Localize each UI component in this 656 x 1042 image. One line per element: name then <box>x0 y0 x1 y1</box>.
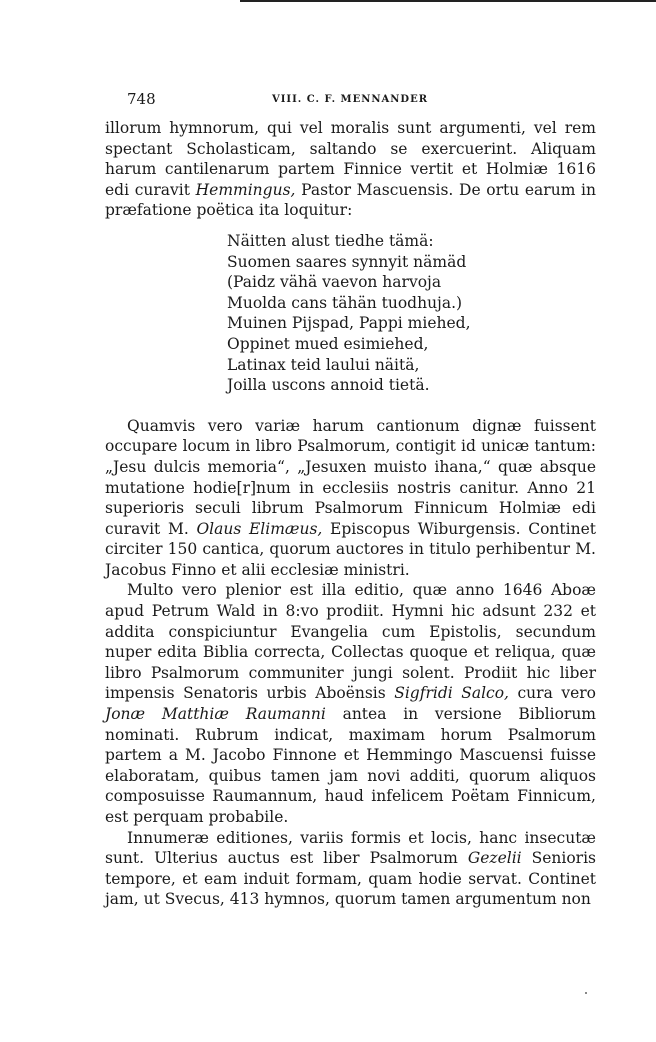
text-span: Multo vero plenior est illa editio, quæ anno 1646 Aboæ apud Petrum Wald in 8:vo prodiit. Hymni hic adsunt 232 et addita conspiciuntur Evangelia cum Epistolis, secundum nuper edita Biblia correcta, Collectas quoque et reliqua, quæ libro Psalmorum communiter jungi solent. Prodiit hic liber impensis Senatoris urbis Aboënsis <box>105 581 596 703</box>
body-text <box>105 118 596 910</box>
verse-line: Suomen saares synnyit nämäd <box>227 252 467 271</box>
top-border-rule <box>240 0 656 2</box>
text-span: Episcopus Wiburgensis. Continet circiter 150 cantica, quorum auctores in titulo perhibentur M. Jacobus Finno et alii ecclesiæ ministri. <box>105 519 596 579</box>
text-span: Quamvis vero variæ harum cantionum dignæ fuissent occupare locum in libro Psalmorum, contigit id unicæ tantum: „Jesu dulcis memoria“, „Jesuxen muisto ihana,“ quæ absque mutatione hodie[r]num in ecclesiis nostris canitur. Anno 21 superioris seculi librum Psalmorum Finnicum Holmiæ edi curavit M. <box>105 416 596 538</box>
paragraph-4 <box>105 828 596 910</box>
verse-block <box>227 231 596 396</box>
running-head: VIII. C. F. MENNANDER <box>272 94 429 105</box>
verse-line: Oppinet mued esimiehed, <box>227 334 429 353</box>
verse-line: (Paidz vähä vaevon harvoja <box>227 273 442 292</box>
text-span: illorum hymnorum, qui vel moralis sunt argumenti, vel rem spectant Scholasticam, saltando se exercuerint. Aliquam harum cantilenarum partem Finnice vertit et Holmiæ 1616 edi curavit <box>105 119 596 199</box>
italic-name: Gezelii <box>467 849 522 868</box>
paragraph-1 <box>105 118 596 221</box>
verse-line: Joilla uscons annoid tietä. <box>227 376 430 395</box>
page-number: 748 <box>127 90 156 108</box>
verse-line: Näitten alust tiedhe tämä: <box>227 231 434 250</box>
text-span: Senioris tempore, et eam induit formam, quam hodie servat. Continet jam, ut Svecus, 413 hymnos, quorum tamen argumentum non <box>105 849 596 909</box>
text-span: Innumeræ editiones, variis formis et locis, hanc insecutæ sunt. Ulterius auctus est liber Psalmorum <box>105 828 596 868</box>
verse-line: Muolda cans tähän tuodhuja.) <box>227 293 463 312</box>
italic-name: Olaus Elimæus, <box>196 519 323 538</box>
scan-speck <box>585 992 587 994</box>
verse-line: Latinax teid laului näitä, <box>227 355 420 374</box>
italic-name: Hemmingus, <box>195 180 296 199</box>
text-span: Pastor Mascuensis. De ortu earum in præfatione poëtica ita loquitur: <box>105 180 596 220</box>
paragraph-2 <box>105 416 596 581</box>
italic-name: Jonæ Matthiæ Raumanni <box>105 705 326 724</box>
paragraph-3 <box>105 580 596 827</box>
verse-line: Muinen Pijspad, Pappi miehed, <box>227 314 471 333</box>
italic-name: Sigfridi Salco, <box>394 684 509 703</box>
text-span: antea in versione Bibliorum nominati. Rubrum indicat, maximam horum Psalmorum partem a M. Jacobo Finnone et Hemmingo Mascuensi fuisse elaboratam, quibus tamen jam novi additi, quorum aliquos composuisse Raumannum, haud infelicem Poëtam Finnicum, est perquam probabile. <box>105 705 597 826</box>
text-span: cura vero <box>508 684 596 703</box>
